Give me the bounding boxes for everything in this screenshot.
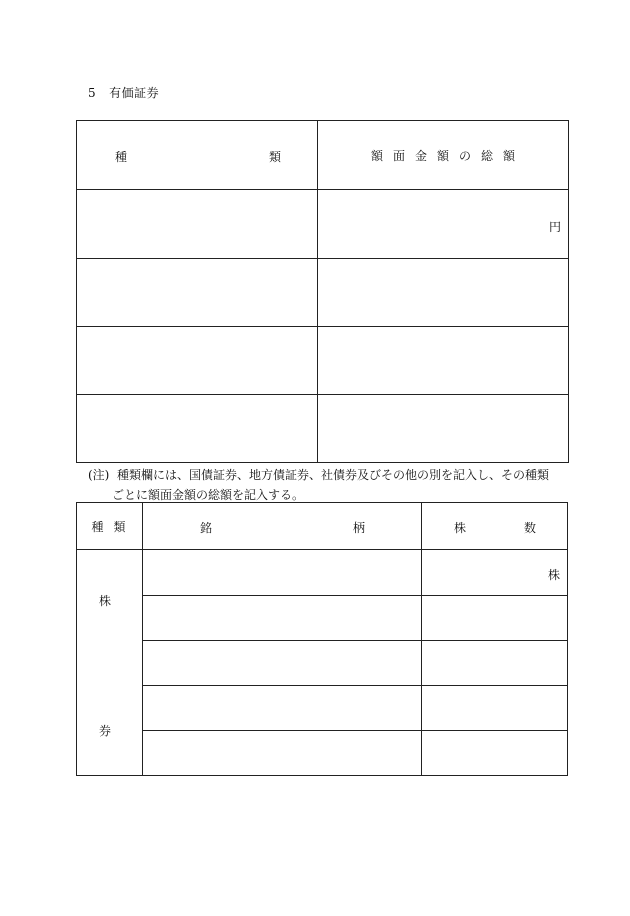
amount-cell[interactable]	[318, 395, 569, 463]
shares-cell[interactable]	[422, 731, 568, 776]
section-title	[88, 84, 159, 101]
table-row	[77, 395, 569, 463]
amount-cell[interactable]	[318, 190, 569, 259]
note-prefix: (注)	[88, 468, 110, 482]
shares-cell[interactable]	[422, 596, 568, 641]
brand-cell[interactable]	[143, 596, 422, 641]
header-brand	[143, 503, 422, 550]
unit-shares: 株	[547, 568, 560, 582]
section-number: 5	[88, 86, 97, 100]
kind-label-top: 株	[99, 594, 112, 608]
header-kind-left: 種	[115, 150, 128, 164]
brand-cell[interactable]	[143, 641, 422, 686]
table-row	[77, 259, 569, 327]
table-row	[77, 731, 568, 776]
section-title-text: 有価証券	[109, 86, 160, 100]
header-brand-left: 銘	[200, 521, 213, 535]
amount-cell[interactable]	[318, 259, 569, 327]
kind-label-bottom: 券	[99, 724, 112, 738]
note-text-1: 種類欄には、国債証券、地方債証券、社債券及びその他の別を記入し、その種類	[117, 468, 550, 482]
securities-table	[76, 120, 569, 463]
kind-stock-certificate	[77, 550, 143, 776]
table-row	[77, 190, 569, 259]
header-brand-right: 柄	[353, 521, 366, 535]
header-shares-left: 株	[454, 521, 467, 535]
amount-cell[interactable]	[318, 327, 569, 395]
shares-cell[interactable]	[422, 550, 568, 596]
table-row	[77, 641, 568, 686]
securities-table-header	[77, 121, 569, 190]
kind-cell[interactable]	[77, 327, 318, 395]
brand-cell[interactable]	[143, 731, 422, 776]
note-line-1	[88, 466, 549, 483]
table-row	[77, 550, 568, 596]
table-row	[77, 686, 568, 731]
kind-cell[interactable]	[77, 395, 318, 463]
kind-cell[interactable]	[77, 259, 318, 327]
brand-cell[interactable]	[143, 686, 422, 731]
stocks-table	[76, 502, 568, 776]
header-kind	[77, 121, 318, 190]
kind-cell[interactable]	[77, 190, 318, 259]
table-row	[77, 596, 568, 641]
header-shares-right: 数	[524, 521, 537, 535]
header-kind-right: 類	[269, 150, 282, 164]
note-line-2	[112, 486, 304, 503]
shares-cell[interactable]	[422, 686, 568, 731]
brand-cell[interactable]	[143, 550, 422, 596]
shares-cell[interactable]	[422, 641, 568, 686]
unit-yen: 円	[548, 220, 561, 234]
table-row	[77, 327, 569, 395]
header-kind: 種類	[77, 503, 143, 550]
header-total-face-value: 額面金額の総額	[318, 121, 569, 190]
note-text-2: ごとに額面金額の総額を記入する。	[112, 488, 305, 502]
stocks-table-header	[77, 503, 568, 550]
header-shares	[422, 503, 568, 550]
